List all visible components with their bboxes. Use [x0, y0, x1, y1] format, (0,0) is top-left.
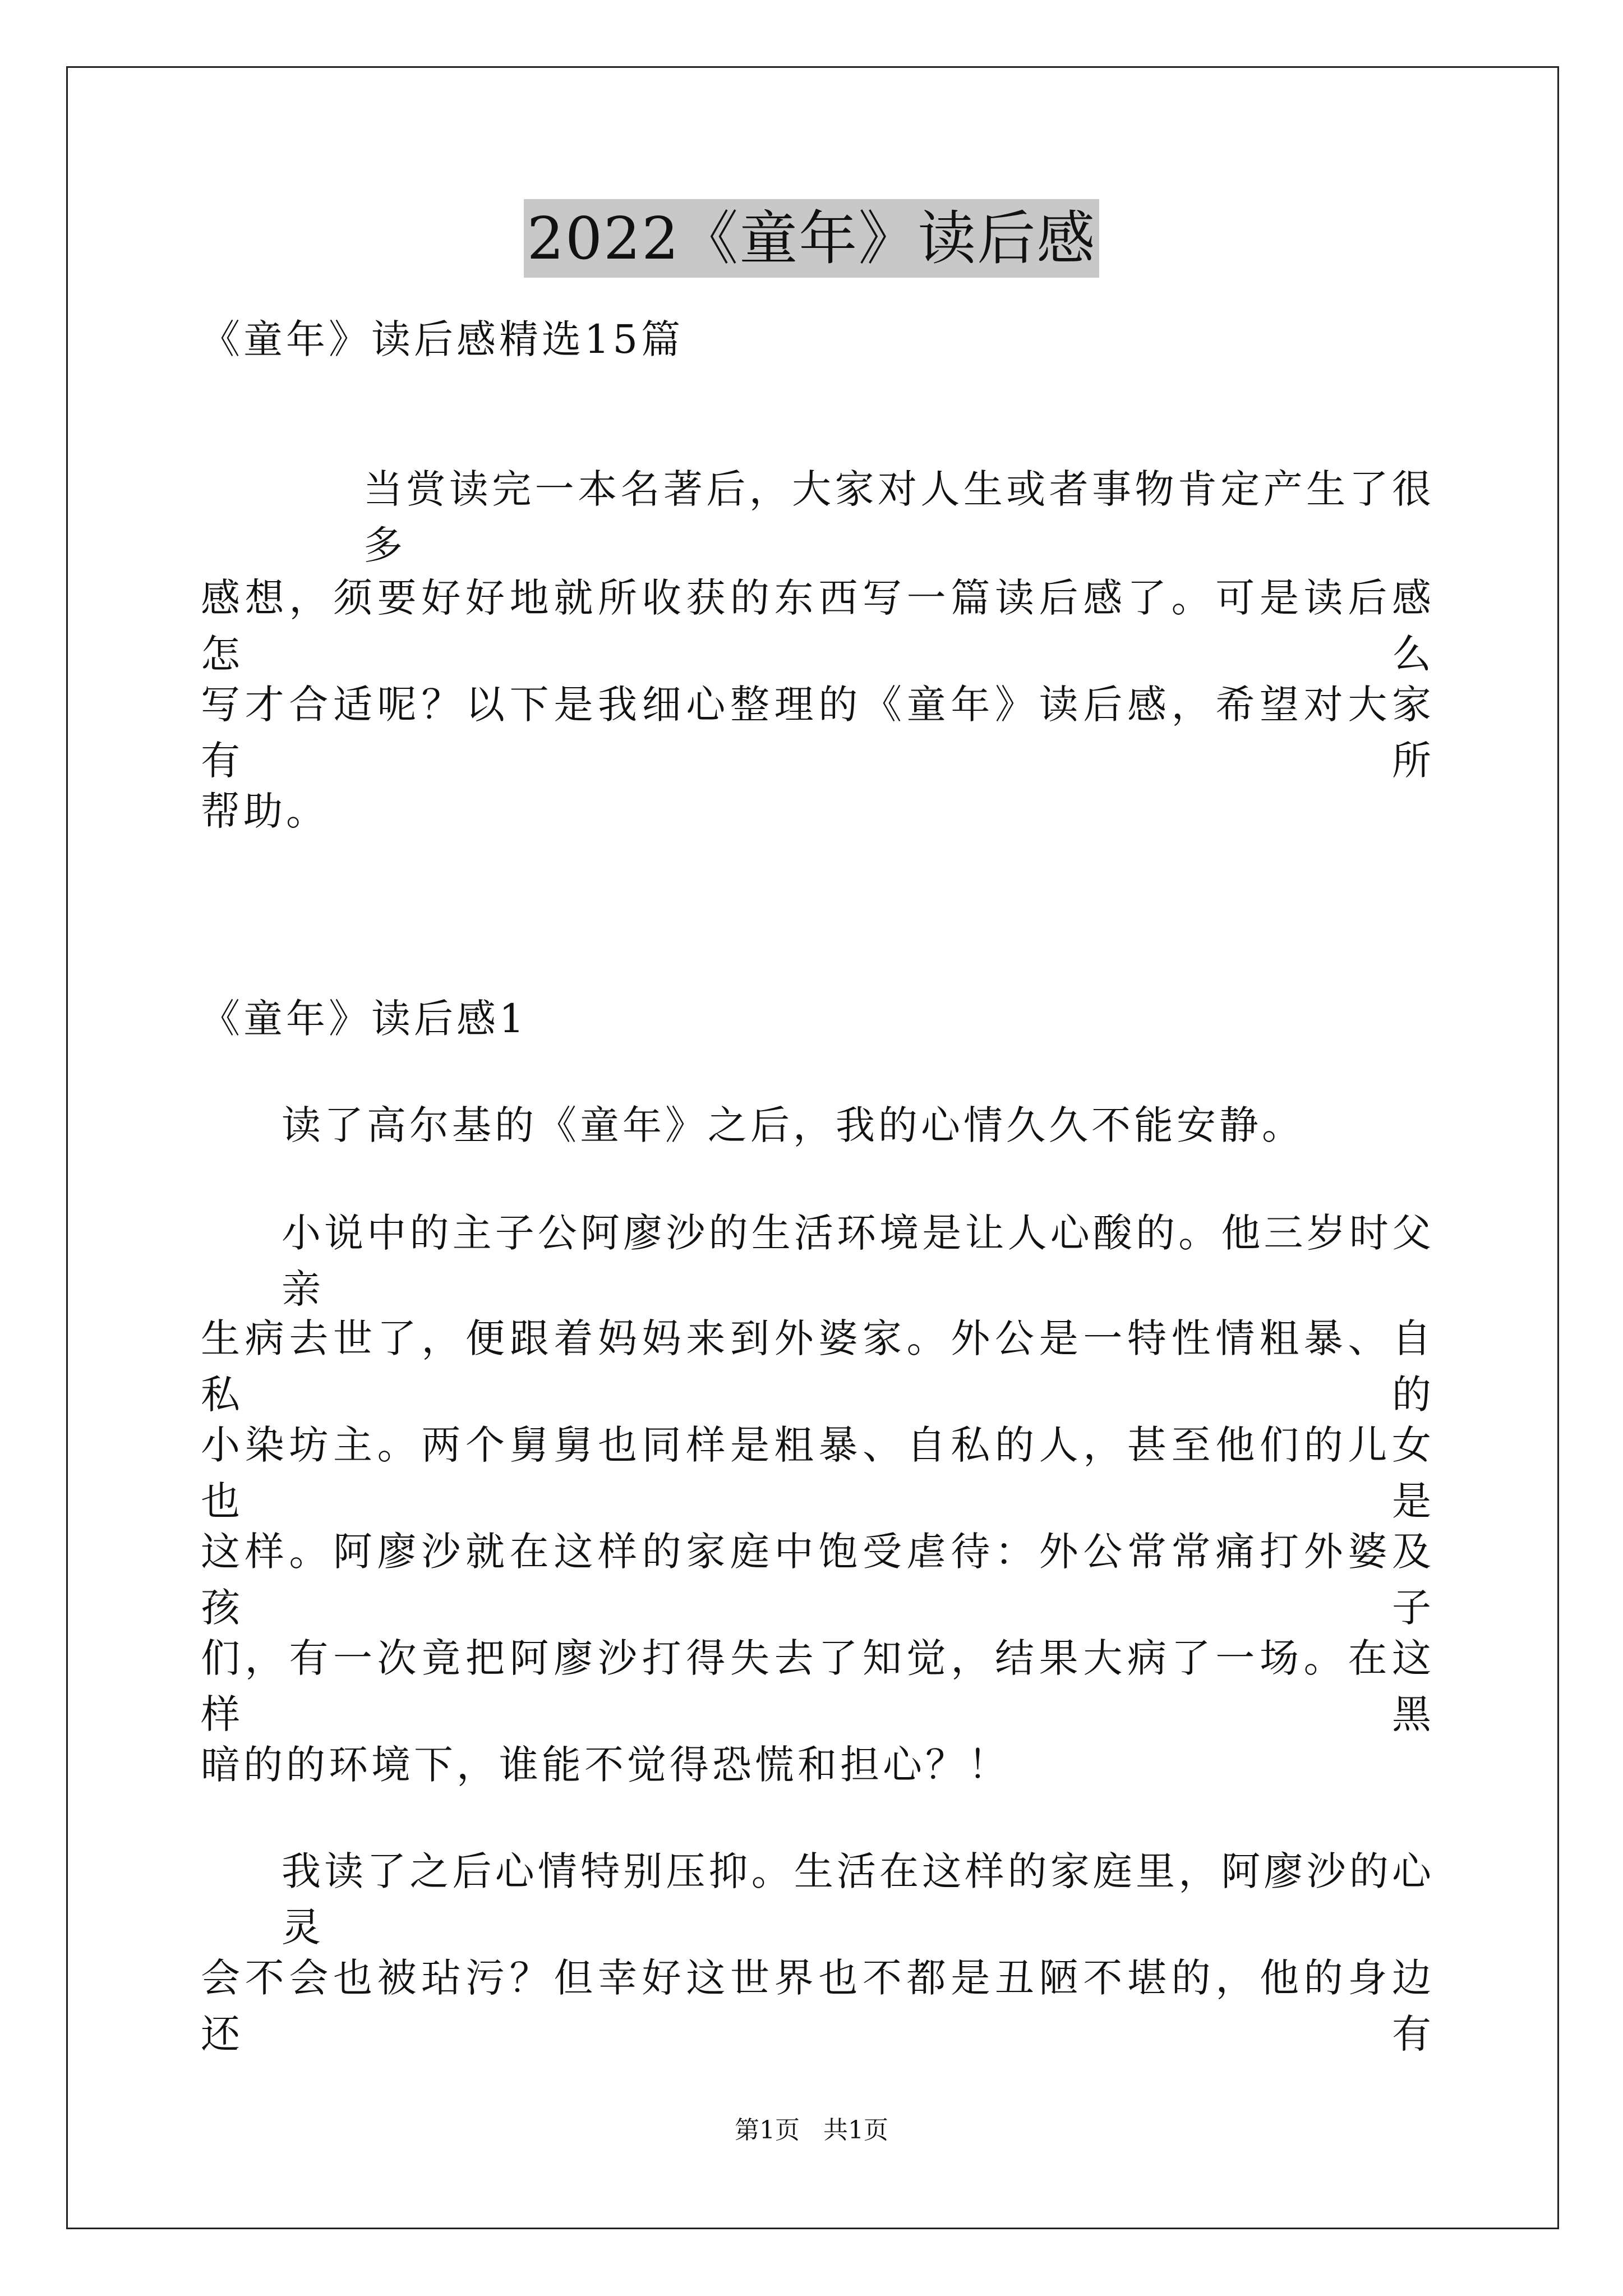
title-wrap [0, 199, 1623, 278]
paragraph-1: 读了高尔基的《童年》之后，我的心情久久不能安静。 [282, 1102, 1304, 1148]
paragraph-3-line: 我读了之后心情特别压抑。生活在这样的家庭里，阿廖沙的心灵 [282, 1848, 1435, 1950]
intro-line: 当赏读完一本名著后，大家对人生或者事物肯定产生了很多 [363, 466, 1435, 568]
page-number-footer: 第1页 共1页 [735, 2116, 888, 2145]
intro-line: 帮助。 [201, 788, 329, 834]
paragraph-2-line: 暗的的环境下，谁能不觉得恐慌和担心？！ [201, 1742, 1011, 1788]
paragraph-2-line: 这样。阿廖沙就在这样的家庭中饱受虐待：外公常常痛打外婆及孩子 [201, 1529, 1435, 1631]
paragraph-3-line: 会不会也被玷污？但幸好这世界也不都是丑陋不堪的，他的身边还有 [201, 1955, 1435, 2057]
intro-line: 感想，须要好好地就所收获的东西写一篇读后感了。可是读后感怎么 [201, 575, 1435, 677]
document-subtitle: 《童年》读后感精选15篇 [201, 316, 684, 362]
paragraph-2-line: 生病去世了，便跟着妈妈来到外婆家。外公是一特性情粗暴、自私的 [201, 1315, 1435, 1418]
paragraph-2-line: 小染坊主。两个舅舅也同样是粗暴、自私的人，甚至他们的儿女也是 [201, 1422, 1435, 1524]
paragraph-2-line: 们，有一次竟把阿廖沙打得失去了知觉，结果大病了一场。在这样黑 [201, 1635, 1435, 1737]
section-heading: 《童年》读后感1 [201, 996, 528, 1042]
intro-line: 写才合适呢？以下是我细心整理的《童年》读后感，希望对大家有所 [201, 682, 1435, 784]
document-title: 2022《童年》读后感 [524, 199, 1100, 278]
paragraph-2-line: 小说中的主子公阿廖沙的生活环境是让人心酸的。他三岁时父亲 [282, 1210, 1435, 1312]
